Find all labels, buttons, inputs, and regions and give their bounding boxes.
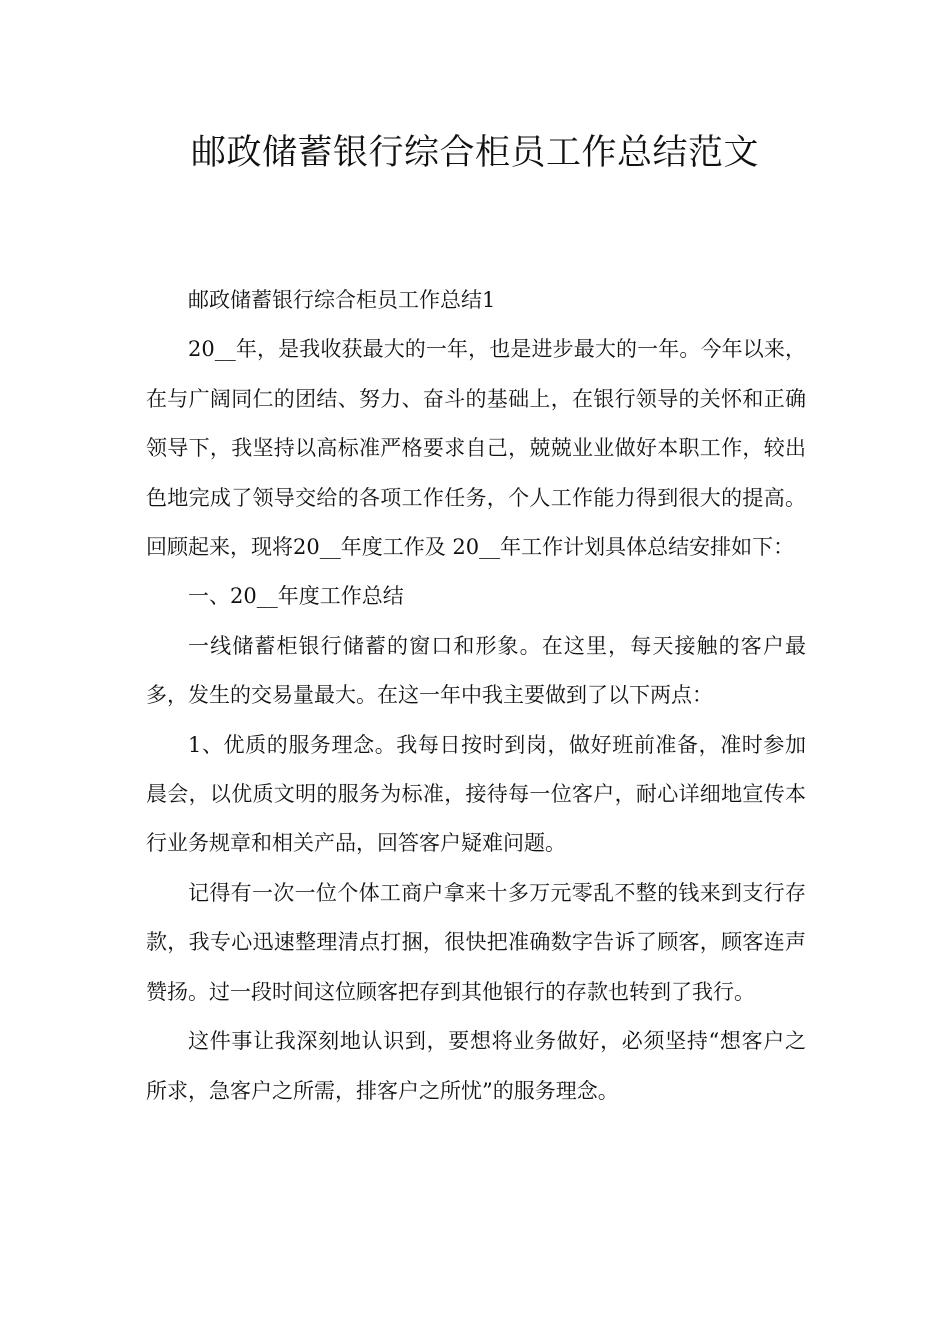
section-heading-1: 邮政储蓄银行综合柜员工作总结1 <box>188 288 496 312</box>
service-concept-paragraph: 1、优质的服务理念。我每日按时到岗，做好班前准备，准时参加晨会，以优质文明的服务为标准，接待每一位客户，耐心详细地宣传本行业务规章和相关产品，回答客户疑难问题。 <box>146 732 806 856</box>
customer-story-paragraph: 记得有一次一位个体工商户拿来十多万元零乱不整的钱来到支行存款，我专心迅速整理清点打捆，很快把准确数字告诉了顾客，顾客连声赞扬。过一段时间这位顾客把存到其他银行的存款也转到了我行。 <box>146 880 806 1004</box>
lesson-paragraph: 这件事让我深刻地认识到，要想将业务做好，必须坚持“想客户之所求，急客户之所需，排客户之所忧”的服务理念。 <box>146 1029 806 1103</box>
section-heading-annual-summary: 一、20__年度工作总结 <box>188 584 404 609</box>
counter-paragraph: 一线储蓄柜银行储蓄的窗口和形象。在这里，每天接触的客户最多，发生的交易量最大。在这一年中我主要做到了以下两点： <box>146 633 806 708</box>
intro-paragraph: 20__年，是我收获最大的一年，也是进步最大的一年。今年以来，在与广阔同仁的团结、努力、奋斗的基础上，在银行领导的关怀和正确领导下，我坚持以高标准严格要求自己，兢兢业业做好本职工作，较出色地完成了领导交给的各项工作任务，个人工作能力得到很大的提高。回顾起来，现将20__年度工作及 20__年工作计划具体总结安排如下： <box>146 337 806 560</box>
document-body <box>146 276 806 1116</box>
document-title: 邮政储蓄银行综合柜员工作总结范文 <box>190 133 759 173</box>
